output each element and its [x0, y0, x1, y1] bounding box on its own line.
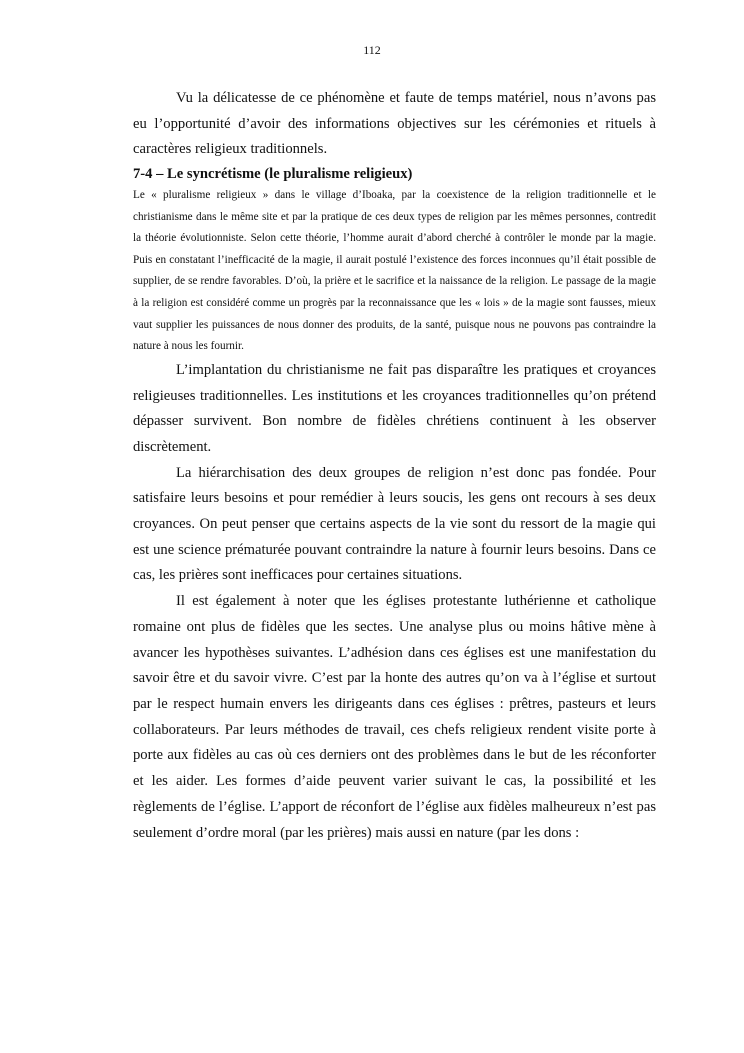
paragraph-intro: Vu la délicatesse de ce phénomène et faute de temps matériel, nous n’avons pas eu l’opportunité d’avoir des informations objectives sur les cérémonies et rituels à caractères religieux traditionnels. [133, 90, 656, 158]
paragraph-hierarchisation: La hiérarchisation des deux groupes de religion n’est donc pas fondée. Pour satisfaire leurs besoins et pour remédier à leurs soucis, les gens ont recours à ses deux croyances. On peut penser que certains aspects de la vie sont du ressort de la magie qui est une science prématurée pouvant contraindre la nature à fournir leurs besoins. Dans ce cas, les prières sont inefficaces pour certaines situations. [133, 464, 656, 584]
page-body [133, 86, 656, 846]
paragraph-quote: Le « pluralisme religieux » dans le village d’Iboaka, par la coexistence de la religion traditionnelle et le christianisme dans le même site et par la pratique de ces deux types de religion par les mêmes personnes, contredit la théorie évolutionniste. Selon cette théorie, l’homme aurait d’abord cherché à contrôler le monde par la magie. Puis en constatant l’inefficacité de la magie, il aurait postulé l’existence des forces inconnues qu’il était possible de supplier, de se rendre favorables. D’où, la prière et le sacrifice et la naissance de la religion. Le passage de la magie à la religion est considéré comme un progrès par la reconnaissance que les « lois » de la magie sont fausses, mieux vaut supplier les puissances de nous donner des produits, de la santé, puisque nous ne pouvons pas contraindre la nature à nous les fournir. [133, 189, 656, 353]
section-heading: 7-4 – Le syncrétisme (le pluralisme religieux) [133, 166, 413, 183]
page-number: 112 [363, 43, 381, 57]
paragraph-christianisme: L’implantation du christianisme ne fait pas disparaître les pratiques et croyances religieuses traditionnelles. Les institutions et les croyances traditionnelles qu’on prétend dépasser survivent. Bon nombre de fidèles chrétiens continuent à les observer discrètement. [133, 361, 656, 455]
paragraph-eglises: Il est également à noter que les églises protestante luthérienne et catholique romaine ont plus de fidèles que les sectes. Une analyse plus ou moins hâtive mène à avancer les hypothèses suivantes. L’adhésion dans ces églises est une manifestation du savoir être et du savoir vivre. C’est par la honte des autres qu’on va à l’église et surtout par le respect humain envers les dirigeants dans ces églises : prêtres, pasteurs et leurs collaborateurs. Par leurs méthodes de travail, ces chefs religieux rendent visite porte à porte aux fidèles au cas où ces derniers ont des problèmes dans le but de les réconforter et les aider. Les formes d’aide peuvent varier suivant le cas, la possibilité et les règlements de l’église. L’apport de réconfort de l’église aux fidèles malheureux n’est pas seulement d’ordre moral (par les prières) mais aussi en nature (par les dons : [133, 593, 656, 841]
